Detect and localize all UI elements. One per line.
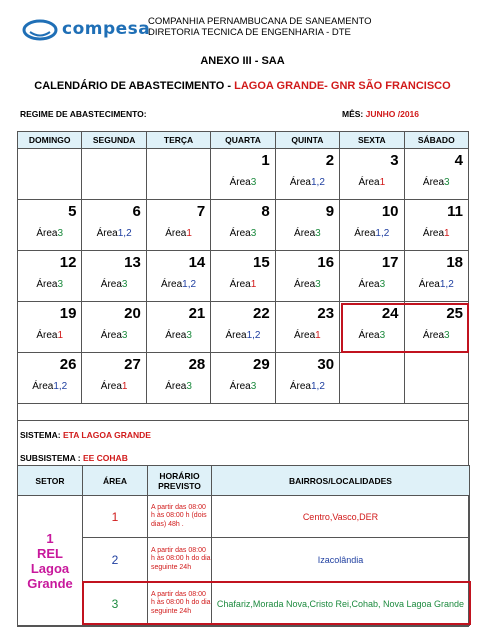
day-number: 11 <box>447 203 463 220</box>
area-word: Área <box>36 330 58 341</box>
calendar-day-cell <box>211 251 275 302</box>
area-number: 3 <box>379 279 386 290</box>
calendar-day-cell <box>18 302 82 353</box>
sector-row <box>18 496 470 538</box>
day-number: 10 <box>381 203 399 220</box>
area-label <box>147 381 210 392</box>
highlight-box-days-24-25 <box>341 303 469 353</box>
day-number: 26 <box>59 356 77 373</box>
sector-header-bairros: BAIRROS/LOCALIDADES <box>212 466 470 496</box>
area-number: 1 <box>250 279 257 290</box>
area-word: Área <box>36 228 58 239</box>
calendar-day-cell <box>18 251 82 302</box>
day-number: 29 <box>253 356 270 373</box>
area-word: Área <box>289 177 311 188</box>
calendar-day-cell <box>82 302 146 353</box>
calendar-day-cell <box>82 353 146 404</box>
area-number: 1 <box>121 381 128 392</box>
area-word: Área <box>229 279 251 290</box>
subsistema-value: EE COHAB <box>82 453 128 463</box>
compesa-logo-icon <box>22 19 58 41</box>
area-word: Área <box>100 279 122 290</box>
area-word: Área <box>100 381 122 392</box>
area-number: 1,2 <box>439 279 454 290</box>
area-label <box>18 228 81 239</box>
calendar-day-cell <box>275 353 339 404</box>
sistema-value: ETA LAGOA GRANDE <box>62 430 151 440</box>
area-word: Área <box>100 330 122 341</box>
area-label <box>211 330 274 341</box>
area-number: 3 <box>379 330 386 341</box>
day-number: 12 <box>59 254 77 271</box>
area-label <box>211 177 274 188</box>
area-label <box>211 381 274 392</box>
area-label <box>211 279 274 290</box>
area-word: Área <box>96 228 118 239</box>
area-word: Área <box>165 228 187 239</box>
calendar-week-row <box>18 353 469 404</box>
area-label <box>276 177 339 188</box>
day-number: 16 <box>317 254 335 271</box>
area-word: Área <box>358 330 380 341</box>
regime-label: REGIME DE ABASTECIMENTO: <box>20 109 147 119</box>
area-word: Área <box>289 381 311 392</box>
day-number: 24 <box>381 305 399 322</box>
sistema-line <box>20 430 151 440</box>
day-number: 21 <box>188 305 206 322</box>
day-number: 28 <box>188 356 206 373</box>
area-number: 3 <box>315 279 321 290</box>
area-number: 1,2 <box>311 381 325 392</box>
calendar-empty-cell <box>340 353 404 404</box>
area-number: 1,2 <box>53 381 68 392</box>
sector-header-setor: SETOR <box>18 466 83 496</box>
calendar-day-cell <box>82 200 146 251</box>
calendar-empty-cell <box>82 149 146 200</box>
day-number: 1 <box>261 152 270 169</box>
sector-bairros: Izacolândia <box>212 538 470 582</box>
weekday-header-row <box>18 132 469 149</box>
sector-header-horario: HORÁRIO PREVISTO <box>148 466 212 496</box>
spacer-row <box>17 403 469 421</box>
sector-horario: A partir das 08:00 h às 08:00 h (dois dias) 48h . <box>148 496 212 538</box>
area-label <box>340 228 403 239</box>
day-number: 27 <box>124 356 141 373</box>
day-number: 25 <box>446 305 463 322</box>
area-label <box>405 279 468 290</box>
area-number: 3 <box>57 279 64 290</box>
sector-horario: A partir das 08:00 h às 08:00 h do dia seguinte 24h <box>148 538 212 582</box>
company-department: DIRETORIA TECNICA DE ENGENHARIA - DTE <box>148 27 351 38</box>
day-number: 18 <box>446 254 463 271</box>
area-label <box>147 279 210 290</box>
area-number: 3 <box>444 330 450 341</box>
area-label <box>340 279 403 290</box>
area-word: Área <box>32 381 54 392</box>
calendar-day-cell <box>146 200 210 251</box>
area-label <box>82 228 145 239</box>
sistema-label: SISTEMA: <box>20 430 63 440</box>
area-word: Área <box>229 228 251 239</box>
weekday-header: TERÇA <box>146 132 210 149</box>
calendar-title-place: LAGOA GRANDE- GNR SÃO FRANCISCO <box>234 80 451 92</box>
calendar-day-cell <box>211 302 275 353</box>
highlight-box-area-3 <box>82 581 471 625</box>
day-number: 5 <box>68 203 77 220</box>
day-number: 6 <box>132 203 141 220</box>
area-number: 3 <box>250 177 257 188</box>
setor-number: 1 <box>46 530 54 546</box>
area-number: 3 <box>186 330 192 341</box>
area-word: Área <box>358 177 380 188</box>
area-number: 3 <box>444 177 450 188</box>
calendar-empty-cell <box>146 149 210 200</box>
area-word: Área <box>422 330 445 341</box>
company-name: COMPANHIA PERNAMBUCANA DE SANEAMENTO <box>148 16 372 27</box>
area-word: Área <box>225 330 247 341</box>
weekday-header: DOMINGO <box>18 132 82 149</box>
area-number: 1,2 <box>117 228 132 239</box>
day-number: 4 <box>454 152 463 169</box>
area-number: 3 <box>250 381 257 392</box>
calendar-body <box>18 149 469 404</box>
weekday-header: QUARTA <box>211 132 275 149</box>
calendar-week-row <box>18 200 469 251</box>
sector-header-row <box>18 466 470 496</box>
subsistema-label: SUBSISTEMA : <box>20 453 83 463</box>
area-number: 1 <box>186 228 192 239</box>
calendar-day-cell <box>340 251 404 302</box>
calendar-day-cell <box>404 200 468 251</box>
setor-place-line1: Lagoa <box>30 560 70 576</box>
calendar-day-cell <box>146 251 210 302</box>
calendar-day-cell <box>340 149 404 200</box>
sector-row <box>18 538 470 582</box>
area-label <box>276 279 339 290</box>
calendar-day-cell <box>211 353 275 404</box>
calendar-day-cell <box>275 200 339 251</box>
calendar-title-prefix: CALENDÁRIO DE ABASTECIMENTO - <box>34 80 235 92</box>
day-number: 15 <box>253 254 270 271</box>
calendar-day-cell <box>18 200 82 251</box>
calendar-day-cell <box>404 149 468 200</box>
calendar-day-cell <box>275 251 339 302</box>
area-number: 3 <box>315 228 321 239</box>
day-number: 17 <box>381 254 399 271</box>
calendar-day-cell <box>275 302 339 353</box>
calendar-week-row <box>18 149 469 200</box>
area-word: Área <box>354 228 376 239</box>
weekday-header: QUINTA <box>275 132 339 149</box>
area-label <box>211 228 274 239</box>
calendar-empty-cell <box>18 149 82 200</box>
setor-place-line2: Grande <box>27 575 73 591</box>
day-number: 9 <box>325 203 335 220</box>
day-number: 8 <box>261 203 270 220</box>
calendar-day-cell <box>340 200 404 251</box>
calendar-day-cell <box>404 251 468 302</box>
area-number: 1,2 <box>182 279 197 290</box>
area-word: Área <box>294 228 316 239</box>
area-number: 1,2 <box>246 330 261 341</box>
weekday-header: SEXTA <box>340 132 404 149</box>
day-number: 23 <box>317 305 335 322</box>
sector-horario: A partir das 08:00 h às 08:00 h do dia seguinte 24h <box>148 582 212 626</box>
subsistema-line <box>20 453 128 463</box>
area-number: 3 <box>186 381 192 392</box>
calendar-title <box>0 80 485 92</box>
area-word: Área <box>358 279 380 290</box>
day-number: 2 <box>325 152 335 169</box>
day-number: 3 <box>390 152 399 169</box>
area-word: Área <box>422 228 445 239</box>
area-word: Área <box>422 177 445 188</box>
calendar-day-cell <box>82 251 146 302</box>
logo-wordmark: compesa <box>62 19 151 39</box>
month-info <box>342 109 419 119</box>
area-label <box>18 330 81 341</box>
area-label <box>405 228 468 239</box>
area-number: 3 <box>250 228 257 239</box>
area-word: Área <box>36 279 58 290</box>
area-label <box>147 228 210 239</box>
area-number: 1 <box>444 228 450 239</box>
sector-bairros: Chafariz,Morada Nova,Cristo Rei,Cohab, Nova Lagoa Grande <box>212 582 470 626</box>
sector-area: 1 <box>83 496 148 538</box>
area-word: Área <box>165 381 187 392</box>
area-label <box>276 228 339 239</box>
sector-bairros: Centro,Vasco,DER <box>212 496 470 538</box>
area-number: 1 <box>379 177 386 188</box>
company-info <box>148 16 371 38</box>
area-label <box>82 381 145 392</box>
calendar-week-row <box>18 251 469 302</box>
calendar-day-cell <box>211 149 275 200</box>
area-label <box>405 177 468 188</box>
area-label <box>147 330 210 341</box>
area-label <box>276 381 339 392</box>
day-number: 22 <box>253 305 270 322</box>
area-number: 1,2 <box>311 177 325 188</box>
area-label <box>82 279 145 290</box>
calendar-table <box>17 131 469 404</box>
day-number: 30 <box>317 356 335 373</box>
day-number: 7 <box>196 203 206 220</box>
area-word: Área <box>418 279 440 290</box>
area-word: Área <box>229 381 251 392</box>
area-word: Área <box>294 330 316 341</box>
area-label <box>18 381 81 392</box>
calendar-empty-cell <box>404 353 468 404</box>
calendar-day-cell <box>146 302 210 353</box>
area-word: Área <box>165 330 187 341</box>
area-number: 1 <box>57 330 64 341</box>
sector-area: 2 <box>83 538 148 582</box>
area-number: 1 <box>315 330 321 341</box>
area-word: Área <box>294 279 316 290</box>
area-label <box>82 330 145 341</box>
weekday-header: SÁBADO <box>404 132 468 149</box>
day-number: 14 <box>188 254 206 271</box>
weekday-header: SEGUNDA <box>82 132 146 149</box>
area-word: Área <box>161 279 183 290</box>
setor-name <box>18 496 83 626</box>
area-number: 3 <box>121 279 128 290</box>
area-number: 3 <box>57 228 64 239</box>
area-label <box>276 330 339 341</box>
month-value: JUNHO /2016 <box>365 109 420 119</box>
calendar-day-cell <box>275 149 339 200</box>
day-number: 19 <box>59 305 77 322</box>
annex-title: ANEXO III - SAA <box>200 55 285 67</box>
sector-area: 3 <box>83 582 148 626</box>
area-number: 1,2 <box>375 228 390 239</box>
compesa-logo <box>22 16 151 44</box>
calendar-day-cell <box>146 353 210 404</box>
area-word: Área <box>229 177 251 188</box>
sector-header-area: ÁREA <box>83 466 148 496</box>
area-number: 3 <box>121 330 128 341</box>
setor-code: REL <box>37 545 63 561</box>
calendar-day-cell <box>18 353 82 404</box>
area-label <box>340 177 403 188</box>
day-number: 20 <box>124 305 141 322</box>
month-label: MÊS: <box>342 109 366 119</box>
calendar-day-cell <box>211 200 275 251</box>
day-number: 13 <box>124 254 141 271</box>
area-label <box>18 279 81 290</box>
